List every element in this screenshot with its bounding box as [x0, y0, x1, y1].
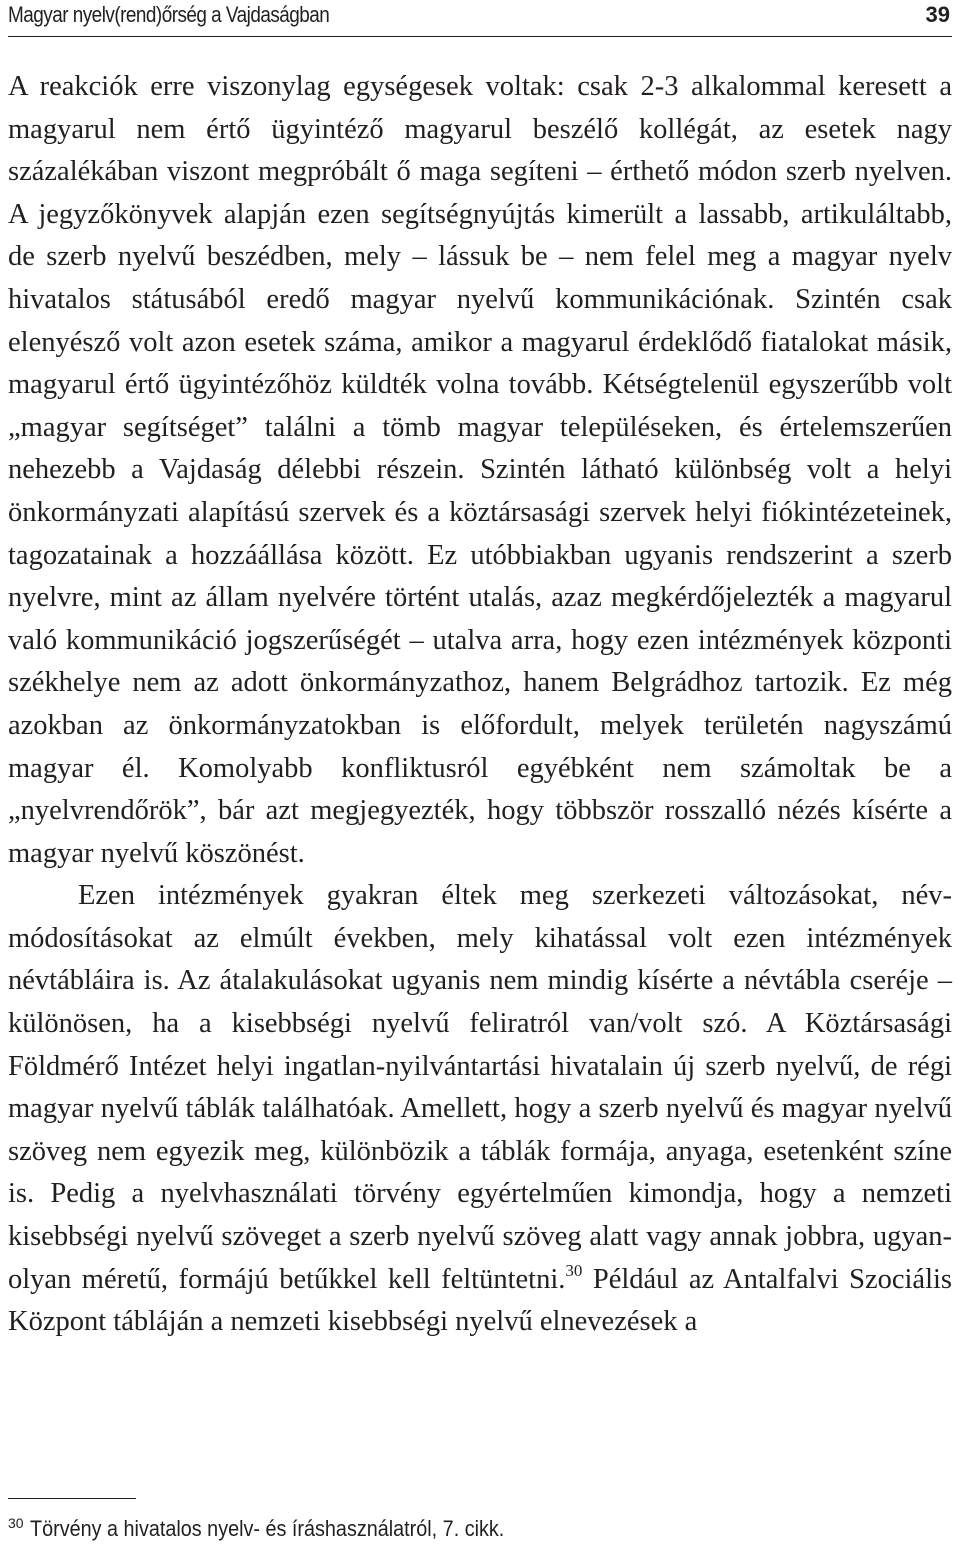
paragraph-1: A reakciók erre viszonylag egységesek voltak: csak 2-3 alkalommal keresett a magyarul nem értő ügyintéző magyarul beszélő kollégát, az esetek nagy százalékában viszont megpróbált ő maga segíteni – érthető módon szerb nyelven. A jegyzőkönyvek alapján ezen segítségnyújtás kimerült a lassabb, artikuláltabb, de szerb nyelvű beszédben, mely – lássuk be – nem felel meg a magyar nyelv hivatalos státusából eredő magyar nyelvű kommunikációnak. Szintén csak elenyésző volt azon esetek száma, amikor a magyarul érdeklődő fiatalokat másik, magyarul értő ügyintézőhöz küldték volna tovább. Kétségtelenül egyszerűbb volt „magyar segítséget” találni a tömb magyar településeken, és értelemszerűen nehezebb a Vajdaság délebbi részein. Szintén látható különbség volt a helyi önkormányzati alapítású szervek és a köztársasági szervek helyi fiókintézeteinek, tagozatainak a hozzáállása között. Ez utóbbiakban ugyanis rendszerint a szerb nyelvre, mint az állam nyelvére történt utalás, azaz megkérdőjelezték a magyarul való kommunikáció jogszerűségét – utalva arra, hogy ezen intézmények központi székhelye nem az adott önkormányzathoz, hanem Belgrádhoz tartozik. Ez még azokban az önkormányzatokban is előfordult, melyek területén nagyszámú magyar él. Komolyabb konfliktusról egyébként nem számoltak be a „nyelvrendőrök”, bár azt megjegyezték, hogy többször rosszalló nézés kísérte a magyar nyelvű köszönést. — [8, 71, 952, 869]
running-title: Magyar nyelv(rend)őrség a Vajdaságban — [8, 2, 330, 27]
body-text — [8, 66, 952, 1344]
footnote-30 — [8, 1514, 952, 1544]
footnote-text: Törvény a hivatalos nyelv- és íráshasználatról, 7. cikk. — [29, 1516, 504, 1541]
paragraph-2 — [8, 875, 952, 1344]
page-number: 39 — [925, 2, 950, 27]
paragraph-2-text-after-ref: Például az Antalfalvi Szociális Központ tábláján a nemzeti kisebbségi nyelvű elnevezések a — [8, 1263, 952, 1338]
footnote-marker: 30 — [8, 1515, 24, 1532]
footnote-reference[interactable]: 30 — [565, 1260, 583, 1280]
running-header — [8, 0, 952, 37]
footnote-separator — [8, 1498, 136, 1499]
paragraph-2-text-before-ref: Ezen intézmények gyakran éltek meg szerkezeti változásokat, névmódosításokat az elmúlt években, mely kihatással volt ezen intézmények névtábláira is. Az átalakulásokat ugyanis nem mindig kísérte a névtábla cseréje – különösen, ha a kisebbségi nyelvű feliratról van/volt szó. A Köztársasági Földmérő Intézet helyi ingatlan-nyilvántartási hivatalain új szerb nyelvű, de régi magyar nyelvű táblák találhatóak. Amellett, hogy a szerb nyelvű és magyar nyelvű szöveg nem egyezik meg, különbözik a táblák formája, anyaga, esetenként színe is. Pedig a nyelvhasználati törvény egyértelműen kimondja, hogy a nemzeti kisebbségi nyelvű szöveget a szerb nyelvű szöveg alatt vagy annak jobbra, ugyanolyan méretű, formájú betűkkel kell feltüntetni. — [8, 880, 952, 1295]
